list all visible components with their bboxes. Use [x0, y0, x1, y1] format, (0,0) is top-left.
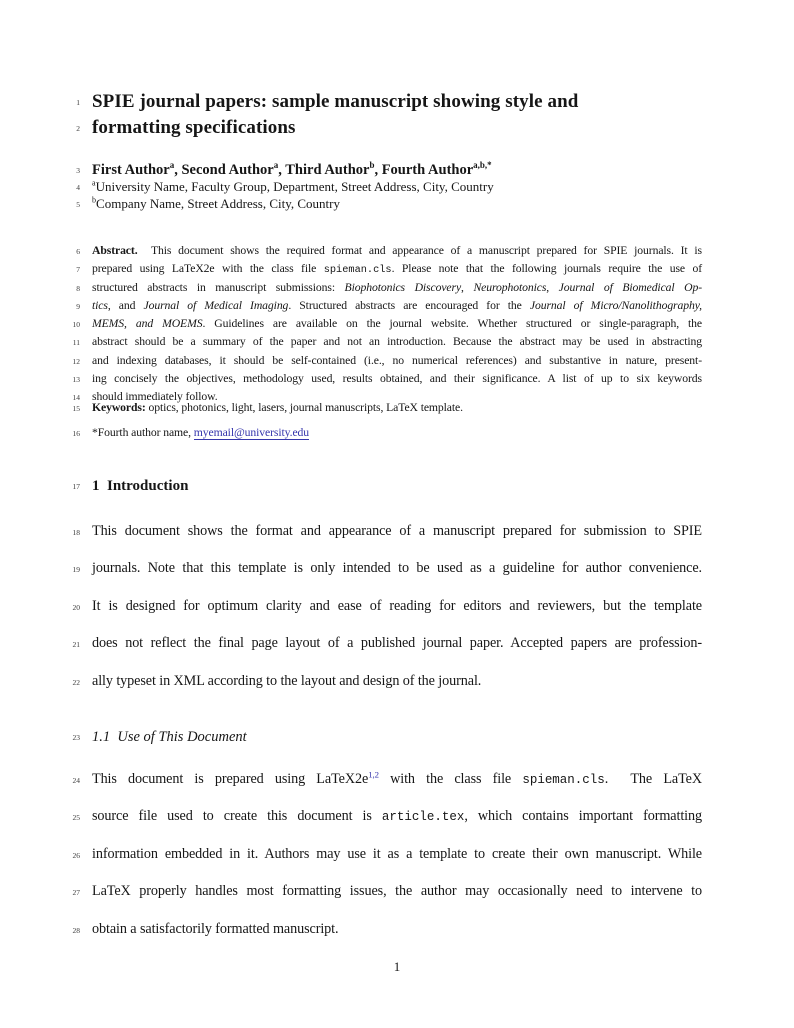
doc-line-18 [72, 513, 702, 550]
affiliations [76, 178, 702, 212]
text-sup: a [92, 178, 96, 188]
doc-line-8 [76, 279, 702, 297]
introduction-paragraph [72, 513, 702, 700]
text-run: should immediately follow. [92, 390, 218, 404]
line-text [92, 727, 702, 747]
line-number: 23 [72, 733, 80, 742]
doc-line-22 [72, 663, 702, 700]
line-number: 28 [72, 925, 80, 935]
line-text [92, 115, 702, 141]
text-run: with the class file [378, 771, 523, 787]
text-run: LaTeX properly handles most formatting issues, the author may occasionally need to intervene to [92, 883, 702, 900]
keywords [72, 399, 702, 417]
text-b: , Fourth Author [374, 162, 474, 178]
text-run: , [546, 280, 559, 294]
text-run: Company Name, Street Address, City, Country [96, 195, 340, 211]
doc-line-25 [72, 798, 702, 835]
text-run: structured abstracts in manuscript submissions: [92, 280, 345, 294]
text-run: . Guidelines are available on the journal website. Whether structured or single-paragraph, the [202, 317, 702, 331]
text-run: , which contains important formatting [464, 808, 702, 825]
line-number: 20 [72, 602, 80, 612]
line-number: 25 [72, 813, 80, 823]
text-b: SPIE journal papers: sample manuscript showing style and [92, 91, 579, 112]
line-text [92, 476, 702, 496]
text-run: information embedded in it. Authors may use it as a template to create their own manuscript. While [92, 845, 702, 862]
line-text [92, 196, 702, 213]
text-i: Journal of Medical Imaging [143, 298, 289, 312]
text-run: This document shows the required format and appearance of a manuscript prepared for SPIE journals. It is [137, 244, 702, 257]
text-run: obtain a satisfactorily formatted manuscript. [92, 920, 339, 937]
text-run: It is designed for optimum clarity and ease of reading for editors and reviewers, but the template [92, 597, 702, 614]
text-run: . Structured abstracts are encouraged for the [288, 298, 530, 312]
line-number: 2 [76, 124, 80, 133]
text-b: formatting specifications [92, 117, 296, 138]
text-bsup: a,b,* [473, 160, 492, 171]
page-number: 1 [393, 959, 401, 974]
line-number: 9 [76, 301, 80, 311]
subsection-use-of-this-document-heading [72, 727, 702, 747]
line-text [92, 663, 702, 700]
line-text [92, 836, 702, 873]
text-run: University Name, Faculty Group, Department, Street Address, City, Country [95, 179, 494, 194]
doc-line-7 [76, 260, 703, 278]
line-text [92, 424, 702, 442]
doc-line-2 [76, 115, 702, 141]
doc-line-21 [72, 625, 702, 662]
text-b: First Author [92, 162, 170, 178]
text-b: , Second Author [174, 162, 274, 178]
doc-line-6 [76, 242, 702, 260]
abstract [72, 242, 703, 407]
text-i: Journal of Biomedical Op- [558, 280, 702, 294]
line-number: 26 [72, 850, 80, 860]
text-m: spieman.cls [522, 773, 605, 787]
text-i: 1.1 Use of This Document [92, 729, 247, 745]
line-text [92, 911, 702, 948]
line-number: 16 [72, 429, 80, 438]
use-of-document-paragraph [72, 761, 702, 948]
text-b: 1 Introduction [92, 478, 189, 494]
line-text [92, 798, 702, 836]
doc-line-20 [72, 588, 702, 625]
line-text [92, 89, 702, 115]
text-i: Biophotonics Discovery [344, 280, 462, 294]
line-number: 12 [72, 356, 80, 366]
text-run: *Fourth author name, [92, 426, 194, 439]
text-run: ing concisely the objectives, methodology used, results obtained, and their significance. A list of up to six keywords [92, 372, 702, 386]
text-run: . The LaTeX [604, 771, 702, 787]
line-number: 10 [72, 320, 80, 330]
doc-line-4 [76, 178, 702, 196]
text-run: This document is prepared using LaTeX2e [92, 771, 369, 787]
doc-line-26 [72, 836, 702, 873]
line-text [92, 370, 702, 388]
doc-line-23 [72, 727, 702, 747]
doc-line-17 [72, 476, 702, 496]
text-run: and indexing databases, it should be self-contained (i.e., no numerical references) and substantive in nature, present- [92, 353, 702, 367]
section-introduction-heading [72, 476, 702, 496]
text-i: Journal of Micro/Nanolithography, [529, 298, 703, 312]
doc-line-11 [72, 333, 702, 351]
line-text [92, 315, 702, 333]
line-text [92, 588, 702, 625]
text-run: journals. Note that this template is only intended to be used as a guideline for author convenience. [92, 560, 702, 577]
doc-line-27 [72, 873, 702, 910]
line-text [92, 260, 702, 279]
line-number: 5 [76, 199, 80, 209]
doc-line-12 [72, 352, 702, 370]
doc-line-10 [72, 315, 702, 333]
line-text [92, 761, 702, 799]
doc-line-3 [76, 160, 702, 180]
line-number: 19 [72, 565, 80, 575]
citation-link[interactable]: 1,2 [368, 769, 379, 780]
paper-title [76, 89, 702, 141]
line-number: 18 [72, 528, 80, 537]
line-number: 8 [76, 283, 80, 293]
text-run: optics, photonics, light, lasers, journal manuscripts, LaTeX template. [145, 401, 463, 414]
line-text [92, 352, 702, 370]
corresponding-author-note [72, 424, 702, 442]
line-number: 27 [72, 888, 80, 898]
line-number: 24 [72, 776, 80, 785]
line-number: 11 [72, 338, 80, 348]
text-run: , and [107, 298, 144, 312]
text-bsup: b [369, 160, 375, 171]
text-m: spieman.cls [323, 264, 392, 277]
text-run: . Please note that the following journals require the use of [391, 262, 703, 276]
text-run: abstract should be a summary of the paper and not an introduction. Because the abstract may be used in abstracting [92, 335, 702, 349]
text-bsup: a [273, 160, 279, 171]
text-sup: b [92, 195, 97, 205]
line-text [92, 279, 702, 297]
line-number: 3 [76, 166, 80, 175]
text-run: source file used to create this document is [92, 808, 382, 825]
line-number: 4 [76, 183, 80, 192]
text-run: ally typeset in XML according to the layout and design of the journal. [92, 672, 482, 689]
author-list [76, 160, 702, 180]
text-b: , Third Author [278, 162, 370, 178]
email-link[interactable]: myemail@university.edu [193, 426, 310, 439]
doc-line-16 [72, 424, 702, 442]
line-text [92, 513, 702, 550]
text-b: Abstract. [92, 244, 138, 257]
doc-line-19 [72, 550, 702, 587]
line-number: 21 [72, 640, 80, 650]
doc-line-1 [76, 89, 702, 115]
line-text [92, 625, 702, 662]
text-run: prepared using LaTeX2e with the class file [92, 262, 324, 276]
line-number: 14 [72, 393, 80, 403]
line-number: 22 [72, 677, 80, 687]
line-text [92, 297, 702, 315]
text-run: does not reflect the final page layout of a published journal paper. Accepted papers are profession- [92, 635, 702, 652]
text-run: This document shows the format and appearance of a manuscript prepared for submission to SPIE [92, 523, 702, 539]
doc-line-5 [76, 195, 702, 213]
text-bsup: a [169, 160, 175, 171]
line-number: 1 [76, 98, 80, 107]
text-i: tics [92, 298, 108, 312]
line-number: 15 [72, 404, 80, 413]
line-number: 6 [76, 247, 80, 256]
line-text [92, 242, 702, 260]
doc-line-15 [72, 399, 702, 417]
text-i: Neurophotonics [473, 280, 547, 294]
line-text [92, 873, 702, 910]
line-number: 17 [72, 482, 80, 491]
line-text [92, 550, 702, 587]
line-number: 7 [76, 265, 80, 275]
doc-line-13 [72, 370, 702, 388]
text-b: Keywords: [92, 401, 146, 414]
line-text [92, 399, 702, 417]
line-text [92, 333, 702, 351]
line-text [92, 179, 702, 196]
doc-line-28 [72, 911, 702, 948]
doc-line-9 [76, 297, 703, 315]
line-number: 13 [72, 375, 80, 385]
line-text [92, 160, 702, 180]
doc-line-24 [72, 761, 702, 798]
text-m: article.tex [381, 810, 465, 825]
text-run: , [461, 280, 474, 294]
text-i: MEMS, and MOEMS [92, 317, 203, 331]
